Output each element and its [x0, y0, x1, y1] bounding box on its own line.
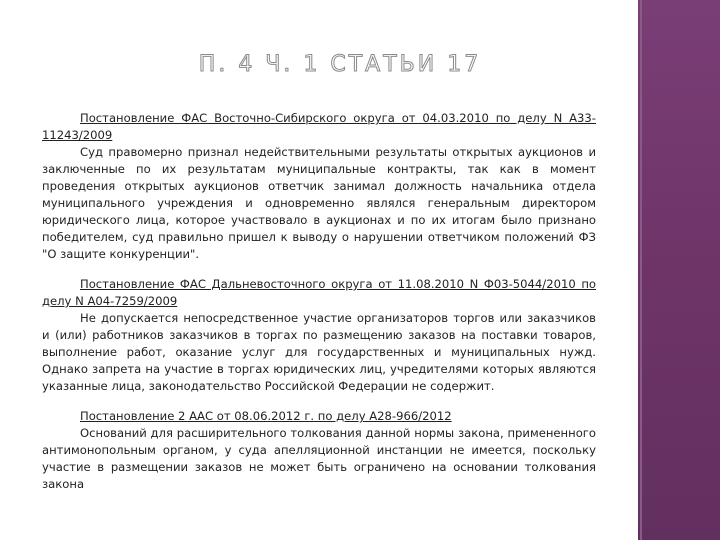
slide-title: П. 4 Ч. 1 СТАТЬИ 17 — [198, 52, 482, 77]
section-2-heading: Постановление ФАС Дальневосточного округа от 11.08.2010 N Ф03-5044/2010 по делу N А04-7259/2009 — [42, 277, 596, 308]
slide-content — [42, 110, 596, 506]
section-1-body: Суд правомерно признал недействительными результаты открытых аукционов и заключенные по их результатам муниципальные контракты, так как в момент проведения открытых аукционов ответчик занимал должность начальника отдела муниципального учреждения и одновременно являлся генеральным директором юридического лица, которое участвовало в аукционах и по их итогам было признано победителем, суд правильно пришел к выводу о нарушении ответчиком положений ФЗ "О защите конкуренции". — [42, 145, 596, 261]
section-1-heading: Постановление ФАС Восточно-Сибирского округа от 04.03.2010 по делу N А33-11243/2009 — [42, 111, 596, 142]
decorative-sidebar — [638, 0, 720, 540]
section-1 — [42, 110, 596, 263]
section-2-body: Не допускается непосредственное участие организаторов торгов или заказчиков и (или) работников заказчиков в торгах по размещению заказов на поставки товаров, выполнение работ, оказание услуг для государственных и муниципальных нужд. Однако запрета на участие в торгах юридических лиц, учредителями которых являются указанные лица, законодательство Российской Федерации не содержит. — [42, 311, 596, 393]
sidebar-divider — [640, 0, 642, 540]
section-3-heading: Постановление 2 ААС от 08.06.2012 г. по делу А28-966/2012 — [80, 409, 452, 423]
section-3-body: Оснований для расширительного толкования данной нормы закона, примененного антимонопольным органом, у суда апелляционной инстанции не имеется, поскольку участие в размещении заказов не может быть ограничено на основании толкования закона — [42, 426, 596, 491]
section-3 — [42, 408, 596, 493]
section-2 — [42, 276, 596, 395]
